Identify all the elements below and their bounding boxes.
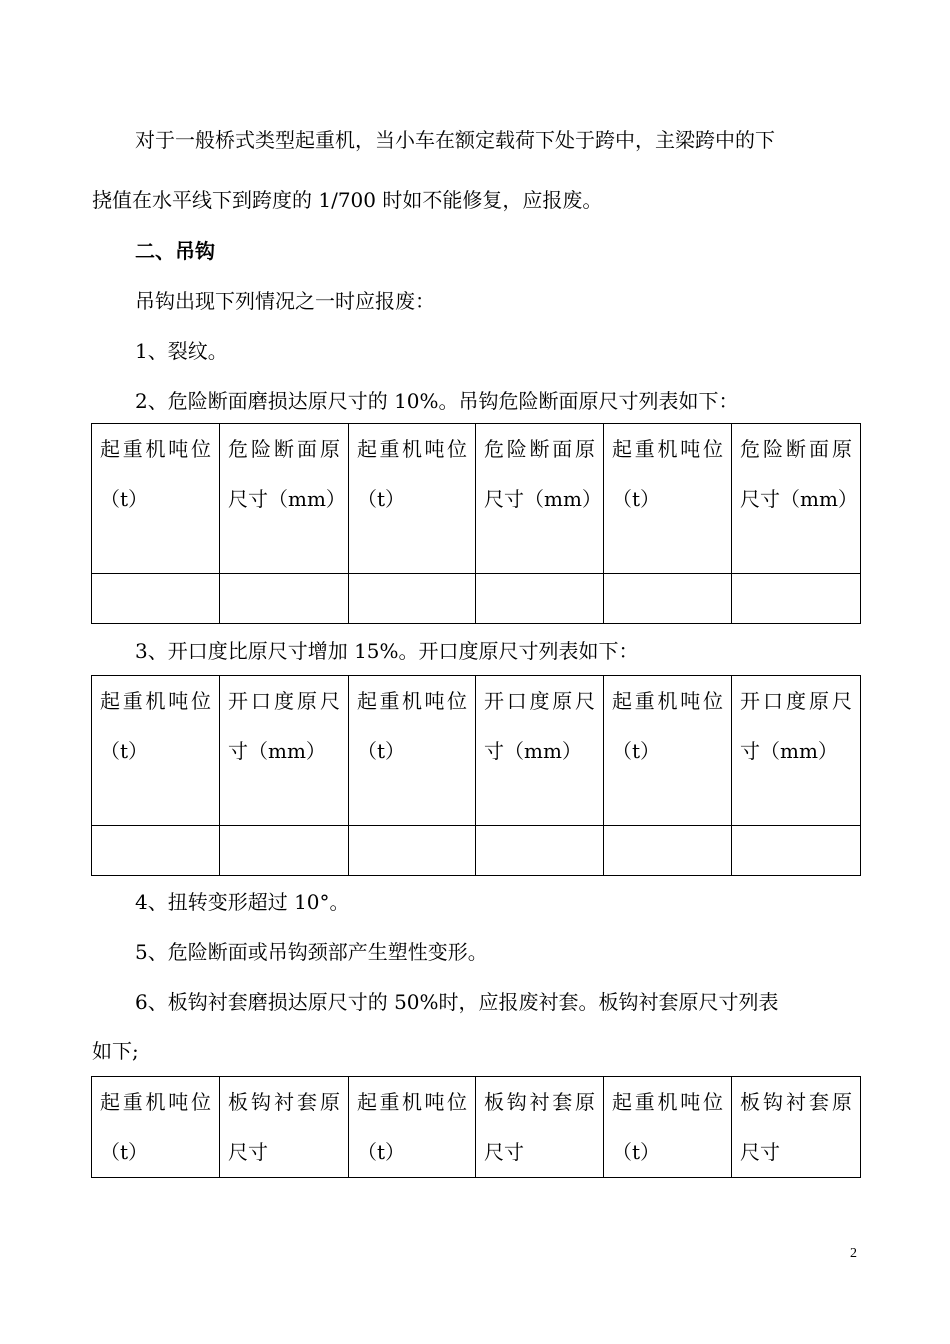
- table-header-cell: 起重机吨位（t）: [604, 1077, 732, 1178]
- list-item: 4、扭转变形超过 10°。: [135, 890, 350, 914]
- table-header-cell: 危险断面原尺寸（mm）: [732, 424, 861, 574]
- list-item: 6、板钩衬套磨损达原尺寸的 50%时，应报废衬套。板钩衬套原尺寸列表: [135, 990, 779, 1014]
- paragraph-line: 挠值在水平线下到跨度的 1/700 时如不能修复，应报废。: [92, 188, 603, 212]
- table-cell: [732, 826, 861, 876]
- table-cell: [349, 574, 476, 624]
- table-header-cell: 起重机吨位（t）: [604, 676, 732, 826]
- table-cell: [476, 574, 604, 624]
- table-header-row: [92, 424, 861, 574]
- table-header-cell: 板钩衬套原尺寸: [476, 1077, 604, 1178]
- table-header-cell: 起重机吨位（t）: [349, 424, 476, 574]
- hook-critical-section-table: [91, 423, 861, 624]
- table-cell: [349, 826, 476, 876]
- table-header-cell: 板钩衬套原尺寸: [732, 1077, 861, 1178]
- table-header-cell: 开口度原尺寸（mm）: [732, 676, 861, 826]
- table-header-cell: 起重机吨位（t）: [92, 676, 220, 826]
- table-cell: [220, 574, 349, 624]
- table-header-cell: 开口度原尺寸（mm）: [220, 676, 349, 826]
- table-cell: [476, 826, 604, 876]
- list-item: 2、危险断面磨损达原尺寸的 10%。吊钩危险断面原尺寸列表如下：: [135, 389, 739, 413]
- table-header-cell: 板钩衬套原尺寸: [220, 1077, 349, 1178]
- table-header-cell: 起重机吨位（t）: [604, 424, 732, 574]
- table-header-row: [92, 676, 861, 826]
- paragraph-line: 如下;: [92, 1039, 139, 1063]
- table-header-cell: 起重机吨位（t）: [92, 1077, 220, 1178]
- list-item: 5、危险断面或吊钩颈部产生塑性变形。: [135, 940, 488, 964]
- table-header-row: [92, 1077, 861, 1178]
- table-cell: [732, 574, 861, 624]
- table-header-cell: 危险断面原尺寸（mm）: [220, 424, 349, 574]
- page-number: 2: [850, 1246, 857, 1261]
- list-item: 1、裂纹。: [135, 339, 228, 363]
- table-cell: [220, 826, 349, 876]
- table-header-cell: 开口度原尺寸（mm）: [476, 676, 604, 826]
- table-cell: [92, 826, 220, 876]
- table-cell: [92, 574, 220, 624]
- table-cell: [604, 574, 732, 624]
- bushing-size-table: [91, 1076, 861, 1178]
- table-row: [92, 574, 861, 624]
- table-header-cell: 危险断面原尺寸（mm）: [476, 424, 604, 574]
- paragraph-line: 对于一般桥式类型起重机，当小车在额定载荷下处于跨中，主梁跨中的下: [135, 128, 775, 152]
- list-item: 3、开口度比原尺寸增加 15%。开口度原尺寸列表如下：: [135, 639, 639, 663]
- paragraph-intro: 吊钩出现下列情况之一时应报废：: [135, 289, 435, 313]
- hook-opening-table: [91, 675, 861, 876]
- section-heading: 二、吊钩: [135, 239, 215, 263]
- table-header-cell: 起重机吨位（t）: [349, 676, 476, 826]
- table-row: [92, 826, 861, 876]
- table-cell: [604, 826, 732, 876]
- table-header-cell: 起重机吨位（t）: [92, 424, 220, 574]
- table-header-cell: 起重机吨位（t）: [349, 1077, 476, 1178]
